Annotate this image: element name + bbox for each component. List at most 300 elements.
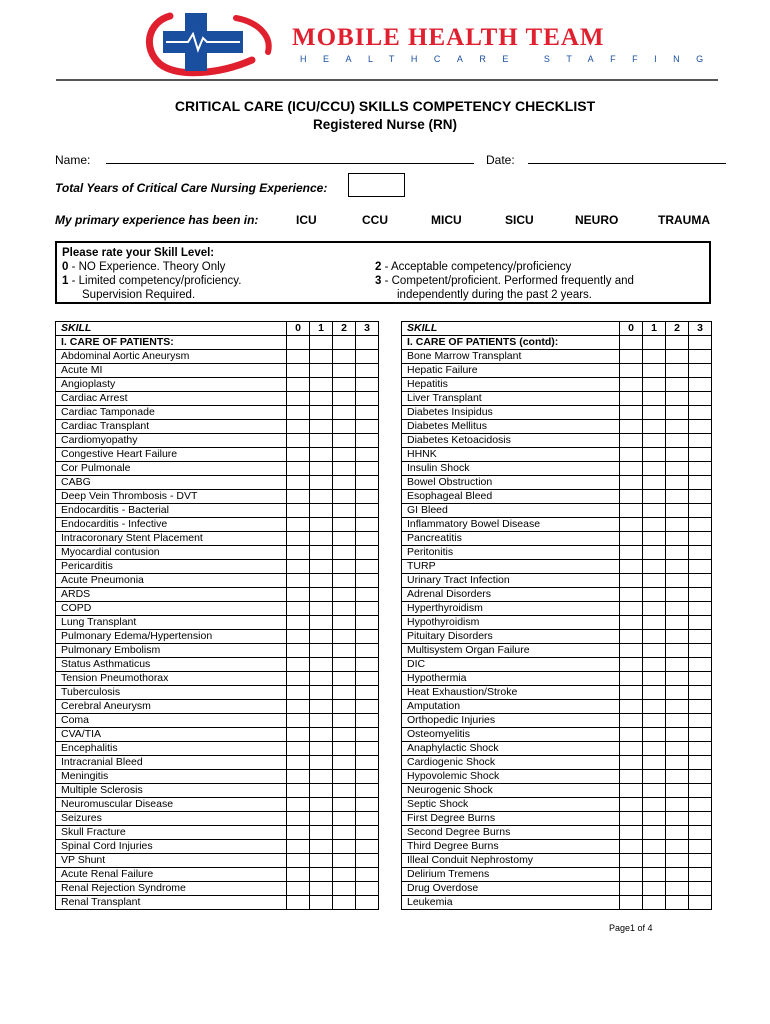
rating-cell-3[interactable] [689,448,712,462]
rating-cell-1[interactable] [643,588,666,602]
rating-cell-2[interactable] [666,854,689,868]
rating-cell-3[interactable] [689,378,712,392]
rating-cell-0[interactable] [620,364,643,378]
rating-cell-2[interactable] [333,532,356,546]
rating-cell-3[interactable] [356,854,379,868]
rating-cell-0[interactable] [287,812,310,826]
rating-cell-0[interactable] [620,854,643,868]
rating-cell-0[interactable] [287,756,310,770]
rating-cell-1[interactable] [310,826,333,840]
rating-cell-1[interactable] [310,406,333,420]
rating-cell-3[interactable] [689,504,712,518]
rating-cell-0[interactable] [287,826,310,840]
rating-cell-0[interactable] [620,602,643,616]
rating-cell-2[interactable] [666,840,689,854]
rating-cell-2[interactable] [333,364,356,378]
rating-cell-1[interactable] [310,546,333,560]
rating-cell-0[interactable] [620,392,643,406]
rating-cell-3[interactable] [689,672,712,686]
rating-cell-0[interactable] [287,504,310,518]
rating-cell-0[interactable] [620,882,643,896]
name-field[interactable] [55,153,474,167]
rating-cell-2[interactable] [666,420,689,434]
rating-cell-0[interactable] [620,476,643,490]
rating-cell-0[interactable] [620,812,643,826]
rating-cell-0[interactable] [620,490,643,504]
rating-cell-3[interactable] [356,574,379,588]
rating-cell-1[interactable] [643,798,666,812]
rating-cell-0[interactable] [620,588,643,602]
rating-cell-2[interactable] [333,616,356,630]
rating-cell-1[interactable] [643,630,666,644]
rating-cell-1[interactable] [643,658,666,672]
rating-cell-0[interactable] [620,434,643,448]
rating-cell-2[interactable] [666,392,689,406]
rating-cell-3[interactable] [356,448,379,462]
rating-cell-2[interactable] [333,644,356,658]
rating-cell-3[interactable] [356,686,379,700]
rating-cell-3[interactable] [689,630,712,644]
rating-cell-1[interactable] [643,406,666,420]
rating-cell-3[interactable] [689,462,712,476]
rating-cell-3[interactable] [356,532,379,546]
rating-cell-0[interactable] [620,504,643,518]
rating-cell-3[interactable] [356,868,379,882]
rating-cell-1[interactable] [643,700,666,714]
rating-cell-2[interactable] [333,868,356,882]
rating-cell-3[interactable] [689,840,712,854]
option-micu[interactable]: MICU [431,213,462,227]
rating-cell-1[interactable] [310,462,333,476]
rating-cell-3[interactable] [689,392,712,406]
rating-cell-2[interactable] [666,868,689,882]
rating-cell-2[interactable] [666,798,689,812]
rating-cell-1[interactable] [643,448,666,462]
rating-cell-2[interactable] [666,616,689,630]
rating-cell-3[interactable] [356,602,379,616]
rating-cell-2[interactable] [333,434,356,448]
rating-cell-3[interactable] [689,770,712,784]
rating-cell-0[interactable] [620,896,643,910]
rating-cell-0[interactable] [287,560,310,574]
rating-cell-2[interactable] [333,686,356,700]
rating-cell-0[interactable] [287,462,310,476]
rating-cell-2[interactable] [666,434,689,448]
rating-cell-1[interactable] [643,462,666,476]
rating-cell-1[interactable] [643,476,666,490]
rating-cell-1[interactable] [310,504,333,518]
rating-cell-0[interactable] [287,728,310,742]
rating-cell-0[interactable] [287,630,310,644]
rating-cell-1[interactable] [310,882,333,896]
rating-cell-2[interactable] [333,756,356,770]
rating-cell-0[interactable] [620,714,643,728]
rating-cell-0[interactable] [620,686,643,700]
date-field[interactable] [486,153,726,167]
rating-cell-0[interactable] [287,476,310,490]
rating-cell-0[interactable] [620,378,643,392]
rating-cell-2[interactable] [333,588,356,602]
rating-cell-3[interactable] [356,742,379,756]
rating-cell-3[interactable] [689,406,712,420]
rating-cell-1[interactable] [643,826,666,840]
rating-cell-2[interactable] [333,840,356,854]
rating-cell-2[interactable] [333,770,356,784]
rating-cell-2[interactable] [666,518,689,532]
rating-cell-0[interactable] [287,448,310,462]
rating-cell-3[interactable] [689,490,712,504]
rating-cell-3[interactable] [356,518,379,532]
rating-cell-1[interactable] [310,658,333,672]
rating-cell-1[interactable] [643,812,666,826]
rating-cell-1[interactable] [310,588,333,602]
rating-cell-2[interactable] [333,392,356,406]
rating-cell-1[interactable] [310,742,333,756]
rating-cell-1[interactable] [643,518,666,532]
rating-cell-1[interactable] [310,434,333,448]
rating-cell-0[interactable] [620,532,643,546]
rating-cell-1[interactable] [643,840,666,854]
rating-cell-3[interactable] [689,700,712,714]
rating-cell-3[interactable] [689,616,712,630]
rating-cell-2[interactable] [666,350,689,364]
rating-cell-3[interactable] [356,840,379,854]
rating-cell-2[interactable] [333,490,356,504]
rating-cell-2[interactable] [666,812,689,826]
rating-cell-2[interactable] [333,378,356,392]
rating-cell-1[interactable] [643,854,666,868]
rating-cell-3[interactable] [356,770,379,784]
rating-cell-2[interactable] [666,756,689,770]
rating-cell-2[interactable] [333,406,356,420]
rating-cell-0[interactable] [287,700,310,714]
rating-cell-2[interactable] [666,532,689,546]
date-blank[interactable] [528,153,726,164]
rating-cell-2[interactable] [333,462,356,476]
rating-cell-0[interactable] [620,644,643,658]
option-icu[interactable]: ICU [296,213,317,227]
rating-cell-3[interactable] [356,812,379,826]
rating-cell-0[interactable] [287,882,310,896]
rating-cell-0[interactable] [287,378,310,392]
rating-cell-3[interactable] [356,826,379,840]
rating-cell-1[interactable] [643,434,666,448]
rating-cell-1[interactable] [310,896,333,910]
rating-cell-1[interactable] [643,602,666,616]
rating-cell-3[interactable] [689,434,712,448]
rating-cell-2[interactable] [666,476,689,490]
rating-cell-0[interactable] [287,532,310,546]
rating-cell-1[interactable] [310,686,333,700]
rating-cell-1[interactable] [643,560,666,574]
rating-cell-3[interactable] [689,588,712,602]
rating-cell-3[interactable] [689,560,712,574]
rating-cell-0[interactable] [287,392,310,406]
rating-cell-1[interactable] [643,756,666,770]
rating-cell-3[interactable] [356,350,379,364]
rating-cell-1[interactable] [643,770,666,784]
rating-cell-3[interactable] [356,882,379,896]
rating-cell-3[interactable] [689,868,712,882]
rating-cell-0[interactable] [287,770,310,784]
rating-cell-1[interactable] [310,364,333,378]
rating-cell-0[interactable] [287,686,310,700]
rating-cell-0[interactable] [287,350,310,364]
rating-cell-2[interactable] [666,826,689,840]
rating-cell-2[interactable] [666,644,689,658]
rating-cell-0[interactable] [620,350,643,364]
rating-cell-2[interactable] [666,770,689,784]
rating-cell-2[interactable] [333,630,356,644]
rating-cell-1[interactable] [643,896,666,910]
years-experience-box[interactable] [348,173,405,197]
rating-cell-1[interactable] [310,420,333,434]
rating-cell-2[interactable] [333,896,356,910]
rating-cell-1[interactable] [310,728,333,742]
rating-cell-0[interactable] [620,462,643,476]
rating-cell-3[interactable] [689,756,712,770]
rating-cell-2[interactable] [666,406,689,420]
rating-cell-2[interactable] [333,812,356,826]
rating-cell-0[interactable] [287,784,310,798]
rating-cell-0[interactable] [287,406,310,420]
rating-cell-2[interactable] [333,826,356,840]
rating-cell-3[interactable] [356,504,379,518]
rating-cell-3[interactable] [356,546,379,560]
rating-cell-2[interactable] [333,350,356,364]
rating-cell-1[interactable] [310,532,333,546]
rating-cell-0[interactable] [287,546,310,560]
rating-cell-1[interactable] [310,574,333,588]
rating-cell-3[interactable] [356,672,379,686]
rating-cell-1[interactable] [643,882,666,896]
rating-cell-1[interactable] [310,868,333,882]
rating-cell-3[interactable] [356,630,379,644]
rating-cell-3[interactable] [689,518,712,532]
rating-cell-1[interactable] [310,672,333,686]
rating-cell-3[interactable] [689,602,712,616]
rating-cell-3[interactable] [689,714,712,728]
rating-cell-0[interactable] [287,616,310,630]
rating-cell-3[interactable] [689,686,712,700]
rating-cell-0[interactable] [620,770,643,784]
option-ccu[interactable]: CCU [362,213,388,227]
rating-cell-2[interactable] [666,658,689,672]
rating-cell-2[interactable] [333,504,356,518]
rating-cell-2[interactable] [666,490,689,504]
rating-cell-0[interactable] [287,490,310,504]
rating-cell-2[interactable] [333,854,356,868]
rating-cell-3[interactable] [356,490,379,504]
rating-cell-1[interactable] [643,364,666,378]
rating-cell-0[interactable] [620,798,643,812]
rating-cell-3[interactable] [356,700,379,714]
rating-cell-0[interactable] [287,840,310,854]
rating-cell-2[interactable] [666,602,689,616]
rating-cell-3[interactable] [356,714,379,728]
rating-cell-3[interactable] [689,812,712,826]
rating-cell-3[interactable] [356,378,379,392]
rating-cell-0[interactable] [620,518,643,532]
rating-cell-2[interactable] [666,728,689,742]
rating-cell-0[interactable] [620,658,643,672]
rating-cell-3[interactable] [689,420,712,434]
rating-cell-0[interactable] [287,742,310,756]
rating-cell-2[interactable] [333,574,356,588]
rating-cell-2[interactable] [333,476,356,490]
rating-cell-2[interactable] [333,882,356,896]
rating-cell-3[interactable] [356,784,379,798]
rating-cell-0[interactable] [287,868,310,882]
rating-cell-1[interactable] [310,630,333,644]
rating-cell-3[interactable] [356,896,379,910]
rating-cell-3[interactable] [356,616,379,630]
rating-cell-3[interactable] [356,364,379,378]
rating-cell-3[interactable] [689,532,712,546]
rating-cell-0[interactable] [620,784,643,798]
rating-cell-0[interactable] [620,546,643,560]
rating-cell-3[interactable] [356,756,379,770]
rating-cell-3[interactable] [689,882,712,896]
rating-cell-1[interactable] [643,504,666,518]
rating-cell-2[interactable] [333,714,356,728]
rating-cell-1[interactable] [310,798,333,812]
option-trauma[interactable]: TRAUMA [658,213,710,227]
rating-cell-3[interactable] [689,644,712,658]
rating-cell-1[interactable] [310,378,333,392]
rating-cell-2[interactable] [666,896,689,910]
rating-cell-2[interactable] [333,518,356,532]
rating-cell-2[interactable] [333,700,356,714]
rating-cell-2[interactable] [333,672,356,686]
rating-cell-1[interactable] [310,490,333,504]
rating-cell-2[interactable] [666,560,689,574]
rating-cell-1[interactable] [643,672,666,686]
rating-cell-3[interactable] [689,350,712,364]
rating-cell-0[interactable] [620,728,643,742]
rating-cell-2[interactable] [333,546,356,560]
rating-cell-0[interactable] [287,798,310,812]
rating-cell-3[interactable] [356,406,379,420]
option-sicu[interactable]: SICU [505,213,534,227]
rating-cell-3[interactable] [689,658,712,672]
rating-cell-3[interactable] [689,742,712,756]
rating-cell-0[interactable] [287,672,310,686]
rating-cell-1[interactable] [310,756,333,770]
rating-cell-0[interactable] [620,840,643,854]
rating-cell-0[interactable] [620,630,643,644]
rating-cell-3[interactable] [689,896,712,910]
rating-cell-2[interactable] [666,574,689,588]
rating-cell-0[interactable] [620,420,643,434]
rating-cell-0[interactable] [620,742,643,756]
rating-cell-1[interactable] [310,644,333,658]
rating-cell-3[interactable] [356,644,379,658]
rating-cell-2[interactable] [333,728,356,742]
rating-cell-1[interactable] [643,742,666,756]
rating-cell-0[interactable] [620,672,643,686]
rating-cell-0[interactable] [620,448,643,462]
rating-cell-1[interactable] [643,784,666,798]
rating-cell-3[interactable] [356,588,379,602]
rating-cell-3[interactable] [689,784,712,798]
rating-cell-2[interactable] [666,378,689,392]
rating-cell-0[interactable] [620,616,643,630]
rating-cell-1[interactable] [643,490,666,504]
rating-cell-1[interactable] [643,644,666,658]
rating-cell-2[interactable] [333,658,356,672]
rating-cell-3[interactable] [356,476,379,490]
option-neuro[interactable]: NEURO [575,213,619,227]
rating-cell-1[interactable] [643,546,666,560]
rating-cell-3[interactable] [356,658,379,672]
rating-cell-2[interactable] [333,602,356,616]
rating-cell-0[interactable] [287,434,310,448]
rating-cell-2[interactable] [666,784,689,798]
rating-cell-3[interactable] [356,560,379,574]
rating-cell-3[interactable] [689,364,712,378]
rating-cell-1[interactable] [643,574,666,588]
rating-cell-2[interactable] [666,672,689,686]
rating-cell-3[interactable] [689,854,712,868]
rating-cell-0[interactable] [287,714,310,728]
rating-cell-3[interactable] [356,434,379,448]
rating-cell-1[interactable] [310,714,333,728]
rating-cell-1[interactable] [643,392,666,406]
rating-cell-0[interactable] [287,658,310,672]
rating-cell-1[interactable] [643,714,666,728]
rating-cell-0[interactable] [287,420,310,434]
rating-cell-0[interactable] [287,896,310,910]
rating-cell-3[interactable] [356,392,379,406]
rating-cell-0[interactable] [620,756,643,770]
rating-cell-0[interactable] [287,602,310,616]
rating-cell-1[interactable] [643,728,666,742]
rating-cell-1[interactable] [310,560,333,574]
rating-cell-2[interactable] [666,882,689,896]
rating-cell-0[interactable] [620,406,643,420]
rating-cell-1[interactable] [643,686,666,700]
rating-cell-2[interactable] [333,420,356,434]
rating-cell-0[interactable] [620,700,643,714]
rating-cell-2[interactable] [333,560,356,574]
rating-cell-1[interactable] [310,448,333,462]
rating-cell-2[interactable] [333,742,356,756]
rating-cell-2[interactable] [666,742,689,756]
rating-cell-3[interactable] [689,546,712,560]
rating-cell-1[interactable] [310,770,333,784]
rating-cell-3[interactable] [689,574,712,588]
rating-cell-1[interactable] [310,840,333,854]
rating-cell-1[interactable] [310,812,333,826]
rating-cell-1[interactable] [643,532,666,546]
rating-cell-1[interactable] [310,854,333,868]
rating-cell-1[interactable] [310,350,333,364]
rating-cell-2[interactable] [666,504,689,518]
rating-cell-0[interactable] [620,868,643,882]
rating-cell-1[interactable] [310,392,333,406]
rating-cell-2[interactable] [666,462,689,476]
rating-cell-2[interactable] [333,448,356,462]
rating-cell-0[interactable] [287,518,310,532]
rating-cell-1[interactable] [643,378,666,392]
rating-cell-3[interactable] [356,798,379,812]
rating-cell-2[interactable] [666,686,689,700]
rating-cell-0[interactable] [620,574,643,588]
rating-cell-2[interactable] [666,588,689,602]
rating-cell-3[interactable] [689,826,712,840]
rating-cell-1[interactable] [310,616,333,630]
